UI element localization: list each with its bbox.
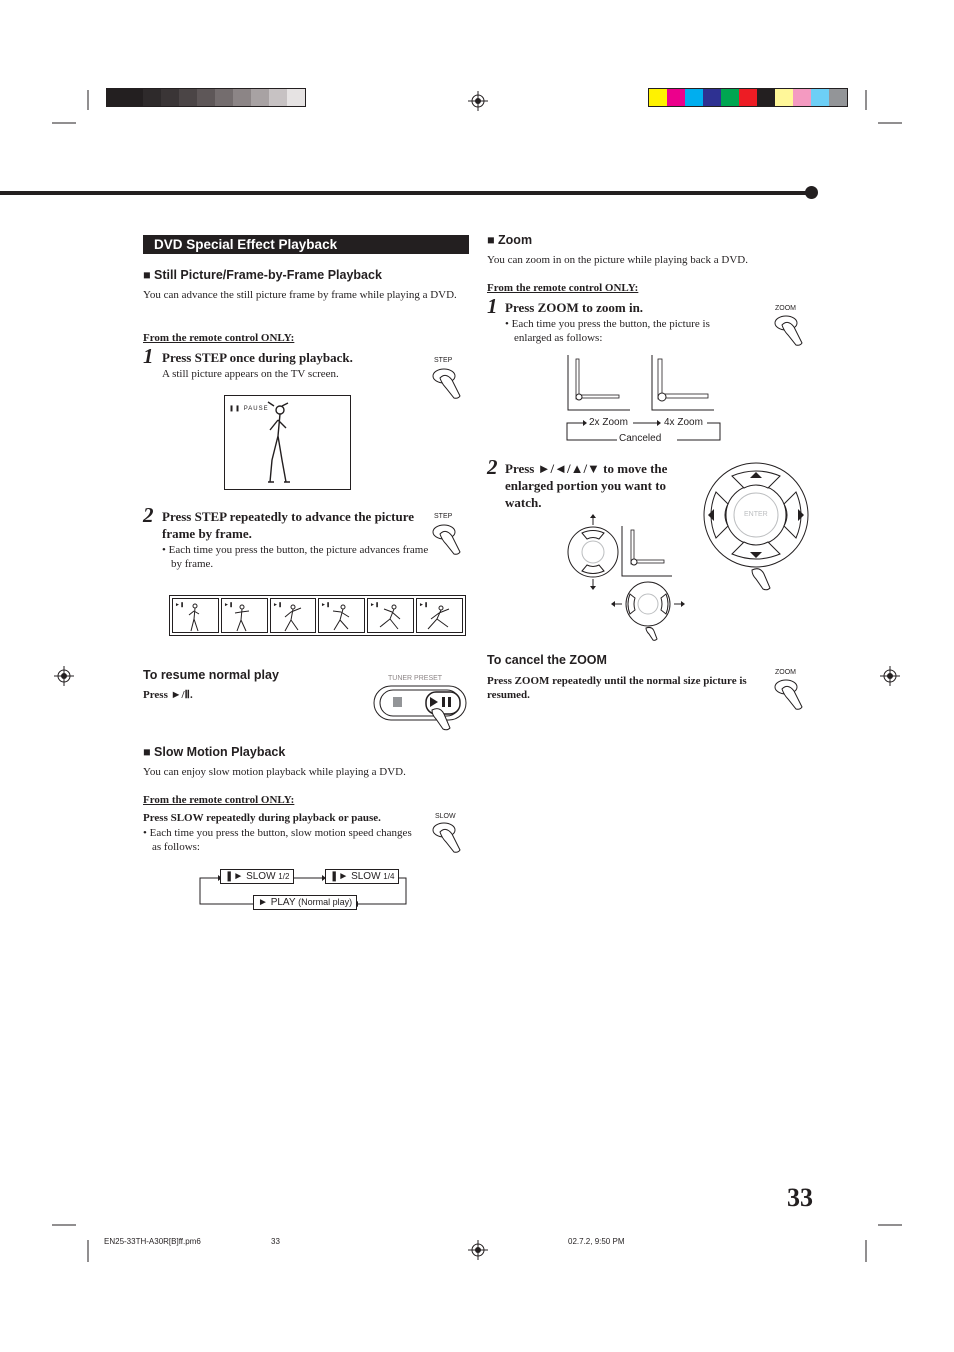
step2-text: Press STEP repeatedly to advance the picture frame by frame. — [162, 509, 415, 541]
step-button-press-icon[interactable] — [428, 522, 464, 558]
step-button-press-icon[interactable] — [428, 366, 464, 402]
zoom-button-press-icon[interactable] — [770, 677, 806, 713]
registration-mark-icon — [54, 666, 74, 686]
frame-4 — [318, 598, 365, 633]
zoom-intro: You can zoom in on the picture while playing back a DVD. — [487, 254, 748, 266]
page-number: 33 — [787, 1183, 813, 1212]
cancel-zoom-text: Press ZOOM repeatedly until the normal size picture is resumed. — [487, 675, 747, 701]
enter-label: ENTER — [744, 511, 768, 518]
cancel-zoom-button-label: ZOOM — [775, 669, 796, 676]
resume-heading: To resume normal play — [143, 668, 279, 682]
svg-text:►❚: ►❚ — [370, 603, 380, 608]
step2-button-label: STEP — [434, 513, 453, 520]
slow-button-label: SLOW — [435, 813, 456, 820]
frame-strip — [169, 595, 466, 636]
step1-number: 1 — [143, 344, 154, 368]
top-rule-dot — [805, 186, 818, 199]
zoom-remote-only: From the remote control ONLY: — [487, 282, 639, 294]
svg-text:►❚: ►❚ — [321, 603, 331, 608]
zoom-step1-bullet: • Each time you press the button, the picture is enlarged as follows: — [505, 318, 710, 344]
zoom-canceled-label: Canceled — [619, 433, 662, 444]
cancel-zoom-heading: To cancel the ZOOM — [487, 653, 607, 667]
section-title: DVD Special Effect Playback — [143, 235, 469, 254]
footer-page: 33 — [271, 1237, 280, 1246]
zoom-step1-number: 1 — [487, 294, 498, 318]
registration-mark-icon — [880, 666, 900, 686]
svg-text:►❚: ►❚ — [272, 603, 282, 608]
step1-text: Press STEP once during playback. — [162, 350, 353, 365]
tuner-preset-label: TUNER PRESET — [388, 675, 443, 682]
top-rule — [0, 191, 810, 195]
slow-remote-only: From the remote control ONLY: — [143, 794, 295, 806]
svg-text:►❚: ►❚ — [419, 603, 429, 608]
svg-text:►❚: ►❚ — [223, 603, 233, 608]
frame-3 — [270, 598, 317, 633]
slow-half-box: ❚► SLOW 1/2 — [220, 869, 294, 884]
zoom-4x-label: 4x Zoom — [664, 417, 703, 428]
zoom-step2-number: 2 — [487, 455, 498, 479]
still-remote-only: From the remote control ONLY: — [143, 332, 295, 344]
zoom-2x-screen — [567, 355, 631, 411]
pause-osd: ❚❚ PAUSE — [229, 406, 269, 412]
frame-5 — [367, 598, 414, 633]
cursor-pad-icon[interactable] — [702, 462, 810, 596]
step-button-label: STEP — [434, 357, 453, 364]
slow-bullet: • Each time you press the button, slow motion speed changes as follows: — [143, 827, 412, 853]
frame-1 — [172, 598, 219, 633]
step2-number: 2 — [143, 503, 154, 527]
zoom-step2-text: Press ►/◄/▲/▼ to move the enlarged portion you want to watch. — [505, 461, 668, 510]
slow-heading: ■ Slow Motion Playback — [143, 745, 286, 759]
zoom-heading: ■ Zoom — [487, 233, 533, 247]
slow-button-press-icon[interactable] — [428, 820, 464, 856]
registration-mark-icon — [468, 1240, 488, 1260]
zoom-2x-label: 2x Zoom — [589, 417, 628, 428]
pause-screen — [224, 395, 351, 490]
small-cursor-pad-horizontal-icon — [610, 580, 686, 642]
svg-text:►❚: ►❚ — [175, 603, 185, 608]
frame-6 — [416, 598, 463, 633]
footer-timestamp: 02.7.2, 9:50 PM — [568, 1237, 625, 1246]
zoom-4x-screen — [651, 355, 715, 411]
still-intro: You can advance the still picture frame by frame while playing a DVD. — [143, 289, 457, 301]
step1-sub: A still picture appears on the TV screen. — [162, 368, 339, 380]
frame-2 — [221, 598, 268, 633]
slow-instruction: Press SLOW repeatedly during playback or pause. — [143, 812, 381, 824]
footer-file: EN25-33TH-A30R[B]ff.pm6 — [104, 1237, 201, 1246]
resume-text: Press ►/Ⅱ. — [143, 689, 193, 701]
registration-mark-icon — [468, 91, 488, 111]
zoom-button-press-icon[interactable] — [770, 313, 806, 349]
zoom-step1-text: Press ZOOM to zoom in. — [505, 300, 644, 315]
still-heading: ■ Still Picture/Frame-by-Frame Playback — [143, 268, 382, 282]
play-box: ► PLAY (Normal play) — [253, 895, 357, 910]
step2-bullet: • Each time you press the button, the picture advances frame by frame. — [162, 544, 429, 570]
slow-quarter-box: ❚► SLOW 1/4 — [325, 869, 399, 884]
play-pause-button-icon[interactable] — [372, 684, 468, 734]
baseball-player-illustration — [260, 400, 300, 488]
zoom-button-label: ZOOM — [775, 305, 796, 312]
moved-zoom-screen — [621, 526, 673, 578]
slow-intro: You can enjoy slow motion playback while playing a DVD. — [143, 766, 406, 778]
